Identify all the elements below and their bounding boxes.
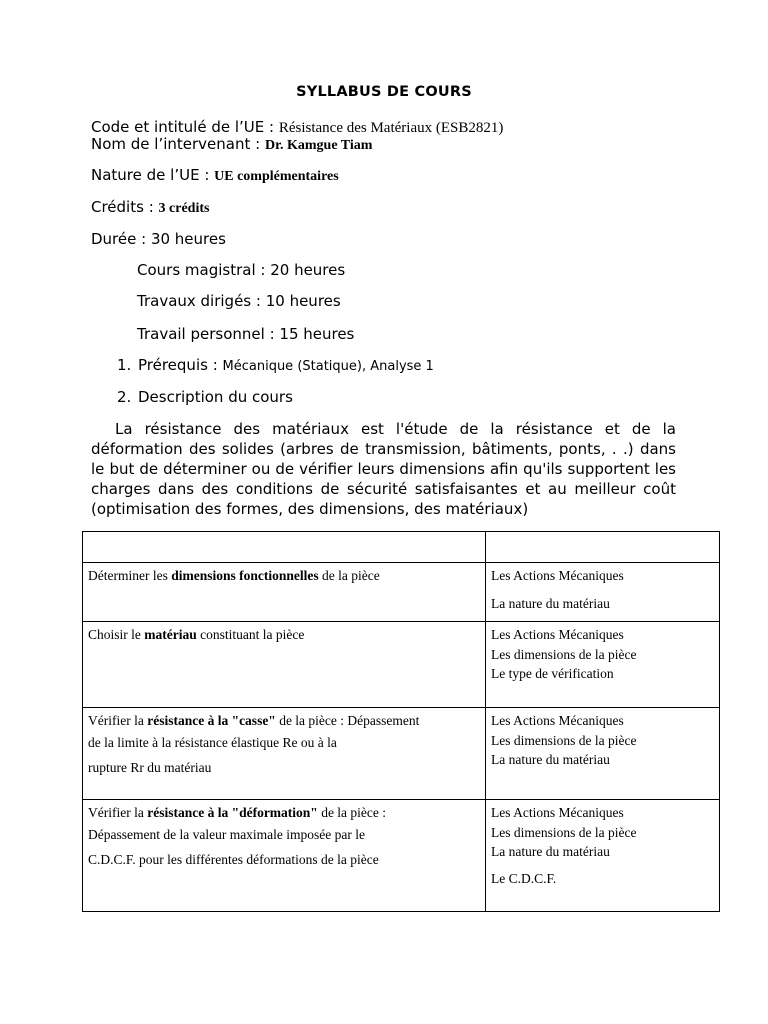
prerequis-value: Mécanique (Statique), Analyse 1: [222, 359, 434, 374]
cell-bold-text: dimensions fonctionnelles: [171, 568, 319, 583]
cell-line: La nature du matériau: [491, 752, 610, 767]
travail-personnel-line: Travail personnel : 15 heures: [137, 325, 355, 343]
cell-line: [88, 711, 481, 731]
table-row: [83, 622, 720, 708]
list-number: 2.: [117, 388, 132, 406]
table-cell: [486, 800, 720, 912]
table-row: [83, 708, 720, 800]
cell-line: Les Actions Mécaniques: [491, 805, 624, 820]
cell-line: Les dimensions de la pièce: [491, 732, 637, 748]
prerequis-item: [138, 356, 434, 376]
credits-line: [91, 198, 209, 218]
cell-text: de la pièce :: [317, 805, 387, 820]
cell-line: Le type de vérification: [491, 666, 614, 681]
credits-label: Crédits :: [91, 198, 159, 216]
cell-line: Le C.D.C.F.: [491, 870, 557, 886]
cell-text: Déterminer les: [88, 568, 172, 583]
travaux-diriges-line: Travaux dirigés : 10 heures: [137, 292, 341, 310]
cell-text: Vérifier la: [88, 805, 148, 820]
table-cell: [83, 800, 486, 912]
cell-line: Les Actions Mécaniques: [491, 713, 624, 728]
cell-line: La nature du matériau: [491, 595, 610, 611]
cell-text: de la pièce: [318, 568, 380, 583]
table-cell: [486, 622, 720, 708]
cours-magistral-line: Cours magistral : 20 heures: [137, 261, 346, 279]
description-paragraph: La résistance des matériaux est l'étude de la résistance et de la déformation des solides (arbres de transmission, bâtiments, ponts, . .) dans le but de déterminer ou de vérifier leurs dimensions afin qu'ils supportent les charges dans des conditions de sécurité satisfaisantes et au meilleur coût (optimisation des formes, des dimensions, des matériaux): [91, 420, 676, 518]
table-row: [83, 563, 720, 622]
cell-line: Les dimensions de la pièce: [491, 824, 637, 840]
nature-line: [91, 166, 339, 186]
cell-line: La nature du matériau: [491, 844, 610, 859]
table-row: [83, 800, 720, 912]
cell-line: [88, 803, 481, 823]
description-heading: Description du cours: [138, 388, 293, 406]
cell-bold-text: matériau: [144, 627, 197, 642]
table-cell: [486, 708, 720, 800]
table-cell: [83, 708, 486, 800]
code-label: Code et intitulé de l’UE :: [91, 118, 279, 136]
nature-value: UE complémentaires: [214, 169, 339, 184]
intervenant-line: [91, 135, 372, 155]
cell-bold-text: résistance à la "casse": [147, 713, 276, 728]
cell-text: de la pièce : Dépassement: [275, 713, 420, 728]
objectives-table: [82, 531, 720, 912]
cell-line: Les Actions Mécaniques: [491, 627, 624, 642]
cell-line: Les Actions Mécaniques: [491, 568, 624, 583]
cell-line: Les dimensions de la pièce: [491, 646, 637, 662]
cell-line: Dépassement de la valeur maximale imposée par le: [88, 826, 366, 842]
cell-text: constituant la pièce: [196, 627, 305, 642]
table-cell: [486, 563, 720, 622]
cell-text: Choisir le: [88, 627, 145, 642]
code-value: Résistance des Matériaux (ESB2821): [278, 120, 504, 136]
cell-text: Vérifier la: [88, 713, 148, 728]
cell-line: C.D.C.F. pour les différentes déformations de la pièce: [88, 852, 379, 867]
cell-bold-text: résistance à la "déformation": [147, 805, 318, 820]
intervenant-label: Nom de l’intervenant :: [91, 135, 265, 153]
list-number: 1.: [117, 356, 132, 374]
table-cell: [83, 563, 486, 622]
nature-label: Nature de l’UE :: [91, 166, 215, 184]
table-cell: [486, 532, 720, 563]
cell-line: rupture Rr du matériau: [88, 760, 212, 775]
intervenant-value: Dr. Kamgue Tiam: [264, 138, 373, 153]
table-cell: [83, 622, 486, 708]
table-cell: [83, 532, 486, 563]
cell-line: de la limite à la résistance élastique Re ou à la: [88, 734, 337, 750]
table-row: [83, 532, 720, 563]
page-title: SYLLABUS DE COURS: [296, 84, 472, 100]
credits-value: 3 crédits: [158, 201, 210, 216]
prerequis-label: Prérequis :: [138, 356, 223, 374]
duree-line: Durée : 30 heures: [91, 230, 226, 248]
